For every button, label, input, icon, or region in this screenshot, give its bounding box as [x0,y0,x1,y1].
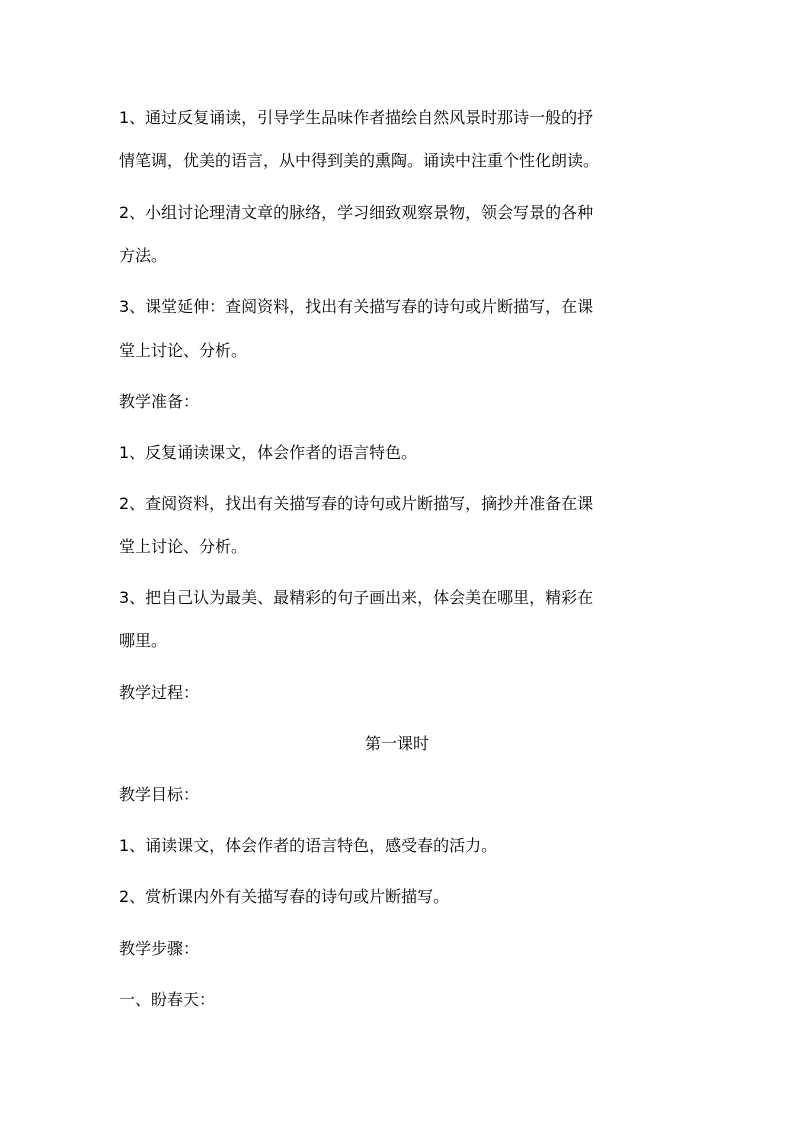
objective-2-line-1: 2、小组讨论理清文章的脉络，学习细致观察景物，领会写景的各种 [119,203,594,222]
objective-2-line-2: 方法。 [119,246,168,265]
preparation-3-line-2: 哪里。 [119,631,168,650]
preparation-1-line-1: 1、反复诵读课文，体会作者的语言特色。 [119,443,418,462]
objective-3-line-2: 堂上讨论、分析。 [119,341,248,360]
lesson-title: 第一课时 [364,734,429,753]
goal-2-line: 2、赏析课内外有关描写春的诗句或片断描写。 [119,887,450,906]
section-heading-process: 教学过程： [119,683,200,702]
objective-1-line-2: 情笔调，优美的语言，从中得到美的熏陶。诵读中注重个性化朗读。 [119,151,600,170]
objective-1-line-1: 1、通过反复诵读，引导学生品味作者描绘自然风景时那诗一般的抒 [119,108,594,127]
section-heading-goals: 教学目标： [119,785,200,804]
goal-1-line: 1、诵读课文，体会作者的语言特色，感受春的活力。 [119,836,498,855]
step-1-heading: 一、盼春天： [119,990,216,1009]
section-heading-preparation: 教学准备： [119,392,200,411]
preparation-2-line-2: 堂上讨论、分析。 [119,537,248,556]
objective-3-line-1: 3、课堂延伸：查阅资料，找出有关描写春的诗句或片断描写，在课 [119,297,594,316]
section-heading-steps: 教学步骤： [119,939,200,958]
preparation-2-line-1: 2、查阅资料，找出有关描写春的诗句或片断描写，摘抄并准备在课 [119,494,594,513]
preparation-3-line-1: 3、把自己认为最美、最精彩的句子画出来，体会美在哪里，精彩在 [119,588,594,607]
